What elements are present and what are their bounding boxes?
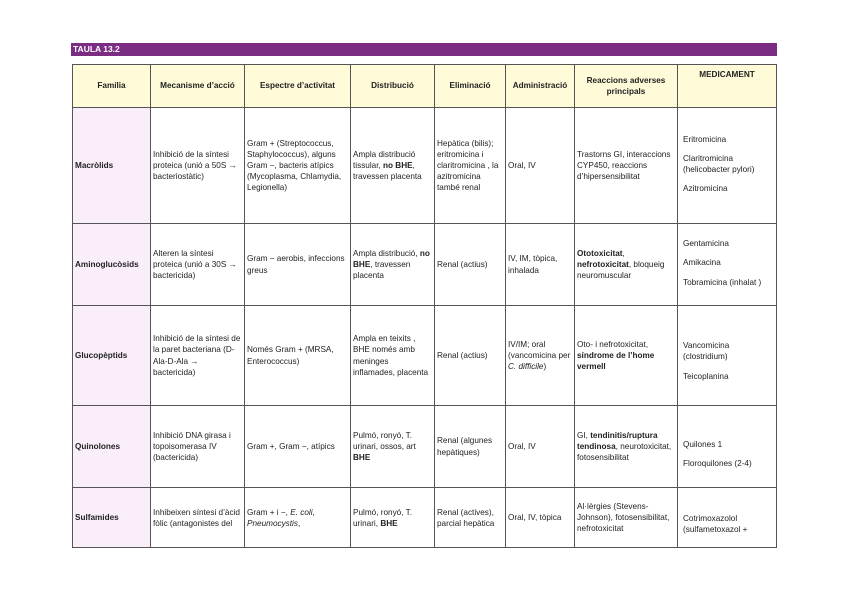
distribucio-bold: no BHE [383, 160, 413, 170]
distribucio-cell [351, 406, 435, 488]
reaccions-cell: Al·lèrgies (Stevens-Johnson), fotosensibilitat, nefrotoxicitat [575, 488, 678, 548]
medicament-cell [678, 406, 777, 488]
reaccions-cell [575, 224, 678, 306]
medicament-item: Claritromicina (helicobacter pylori) [683, 153, 755, 174]
medicament-item: Vancomicina (clostridium) [683, 341, 730, 362]
familia-cell: Aminoglucòsids [73, 224, 151, 306]
medicament-cell [678, 224, 777, 306]
administracio-cell: Oral, IV, tòpica [506, 488, 575, 548]
header-reaccions: Reaccions adverses principals [575, 65, 678, 108]
distribucio-text: Ampla distribució tissular, [353, 149, 416, 170]
table-title: TAULA 13.2 [73, 44, 120, 54]
eliminacio-cell: Renal (algunes hepàtiques) [435, 406, 506, 488]
distribucio-bold: BHE [380, 518, 398, 528]
familia-cell: Glucopèptids [73, 306, 151, 406]
reaccions-text: Oto- i nefrotoxicitat, [577, 339, 648, 349]
distribucio-cell [351, 224, 435, 306]
eliminacio-cell: Renal (actius) [435, 224, 506, 306]
table-row [73, 306, 777, 406]
header-mecanisme: Mecanisme d’acció [151, 65, 245, 108]
medicament-item: Floroquilones (2-4) [683, 459, 752, 468]
administracio-cell: IV, IM, tòpica, inhalada [506, 224, 575, 306]
reaccions-cell [575, 306, 678, 406]
espectre-cell: Només Gram + (MRSA, Enterococcus) [245, 306, 351, 406]
reaccions-bold: nefrotoxicitat [577, 259, 629, 269]
antibiotics-table [72, 64, 777, 548]
medicament-item: Eritromicina [683, 134, 727, 144]
distribucio-text: Pulmó, ronyó, T. urinari, ossos, art [353, 430, 416, 451]
espectre-text: , [312, 507, 315, 517]
distribucio-cell [351, 488, 435, 548]
mecanisme-cell: Alteren la síntesi proteica (unió a 30S → bactericida) [151, 224, 245, 306]
table-row [73, 406, 777, 488]
espectre-cell: Gram − aerobis, infeccions greus [245, 224, 351, 306]
distribucio-text: Pulmó, ronyó, T. urinari, [353, 507, 413, 528]
medicament-item: Cotrimoxazolol (sulfametoxazol + [683, 514, 748, 535]
familia-cell: Quinolones [73, 406, 151, 488]
distribucio-text: Ampla distribució, [353, 248, 420, 258]
familia-cell: Macròlids [73, 108, 151, 224]
reaccions-text: , bloqueig neuromuscular [577, 259, 665, 281]
table-row [73, 488, 777, 548]
medicament-item: Amikacina [683, 258, 721, 268]
distribucio-text: , travessen placenta [353, 160, 422, 182]
medicament-cell [678, 306, 777, 406]
reaccions-text: , [622, 248, 625, 258]
administracio-cell: Oral, IV [506, 108, 575, 224]
espectre-cell: Gram +, Gram −, atípics [245, 406, 351, 488]
distribucio-text: , travessen placenta [353, 259, 411, 281]
table-row [73, 224, 777, 306]
medicament-item: Azitromicina [683, 184, 728, 194]
table-row [73, 108, 777, 224]
familia-cell: Sulfamides [73, 488, 151, 548]
header-medicament: MEDICAMENT [678, 65, 777, 108]
table-title-bar [71, 43, 777, 56]
mecanisme-cell: Inhibició de la síntesi de la paret bacteriana (D-Ala-D-Ala → bactericida) [151, 306, 245, 406]
mecanisme-cell: Inhibició DNA girasa i topoisomerasa IV (bactericida) [151, 406, 245, 488]
header-eliminacio: Eliminació [435, 65, 506, 108]
mecanisme-cell: Inhibeixen síntesi d’àcid fòlic (antagonistes del [151, 488, 245, 548]
reaccions-cell [575, 406, 678, 488]
header-familia: Família [73, 65, 151, 108]
distribucio-cell [351, 108, 435, 224]
medicament-item: Quilones 1 [683, 439, 723, 449]
espectre-italic: Pneumocystis [247, 518, 298, 528]
reaccions-text: , neurotoxicitat, fotosensibilitat [577, 441, 672, 463]
espectre-text: , [297, 518, 301, 528]
espectre-italic: E. coli [290, 507, 313, 517]
reaccions-bold: síndrome de l’home vermell [577, 350, 655, 372]
administracio-text: ) [543, 362, 547, 372]
header-espectre: Espectre d’activitat [245, 65, 351, 108]
administracio-cell: Oral, IV [506, 406, 575, 488]
distribucio-bold: no BHE [353, 248, 430, 269]
reaccions-bold: Ototoxicitat [577, 248, 623, 258]
espectre-text: Gram + i −, [247, 507, 291, 517]
reaccions-bold: tendinitis/ruptura tendinosa [577, 430, 658, 451]
eliminacio-cell: Renal (actives), parcial hepàtica [435, 488, 506, 548]
reaccions-cell: Trastorns GI, interaccions CYP450, reaccions d’hipersensibilitat [575, 108, 678, 224]
medicament-cell [678, 108, 777, 224]
medicament-cell [678, 488, 777, 548]
eliminacio-cell: Hepàtica (bilis); eritromicina i claritromicina , la azitromicina també renal [435, 108, 506, 224]
eliminacio-cell: Renal (actius) [435, 306, 506, 406]
distribucio-bold: BHE [353, 453, 371, 463]
medicament-item: Tobramicina (inhalat ) [683, 277, 762, 287]
medicament-item: Teicoplanina [683, 371, 729, 381]
header-row [73, 65, 777, 108]
medicament-item: Gentamicina [683, 239, 729, 249]
administracio-cell [506, 306, 575, 406]
header-administracio: Administració [506, 65, 575, 108]
administracio-text: IV/IM; oral (vancomicina per [508, 339, 571, 360]
espectre-cell: Gram + (Streptococcus, Staphylococcus), alguns Gram −, bacteris atípics (Mycoplasma, Chlamydia, Legionella) [245, 108, 351, 224]
espectre-cell [245, 488, 351, 548]
distribucio-cell: Ampla en teixits , BHE només amb meninges inflamades, placenta [351, 306, 435, 406]
reaccions-text: GI, [577, 430, 591, 440]
header-distribucio: Distribució [351, 65, 435, 108]
mecanisme-cell: Inhibició de la síntesi proteica (unió a 50S → bacteriostàtic) [151, 108, 245, 224]
administracio-italic: C. difficile [508, 362, 544, 372]
